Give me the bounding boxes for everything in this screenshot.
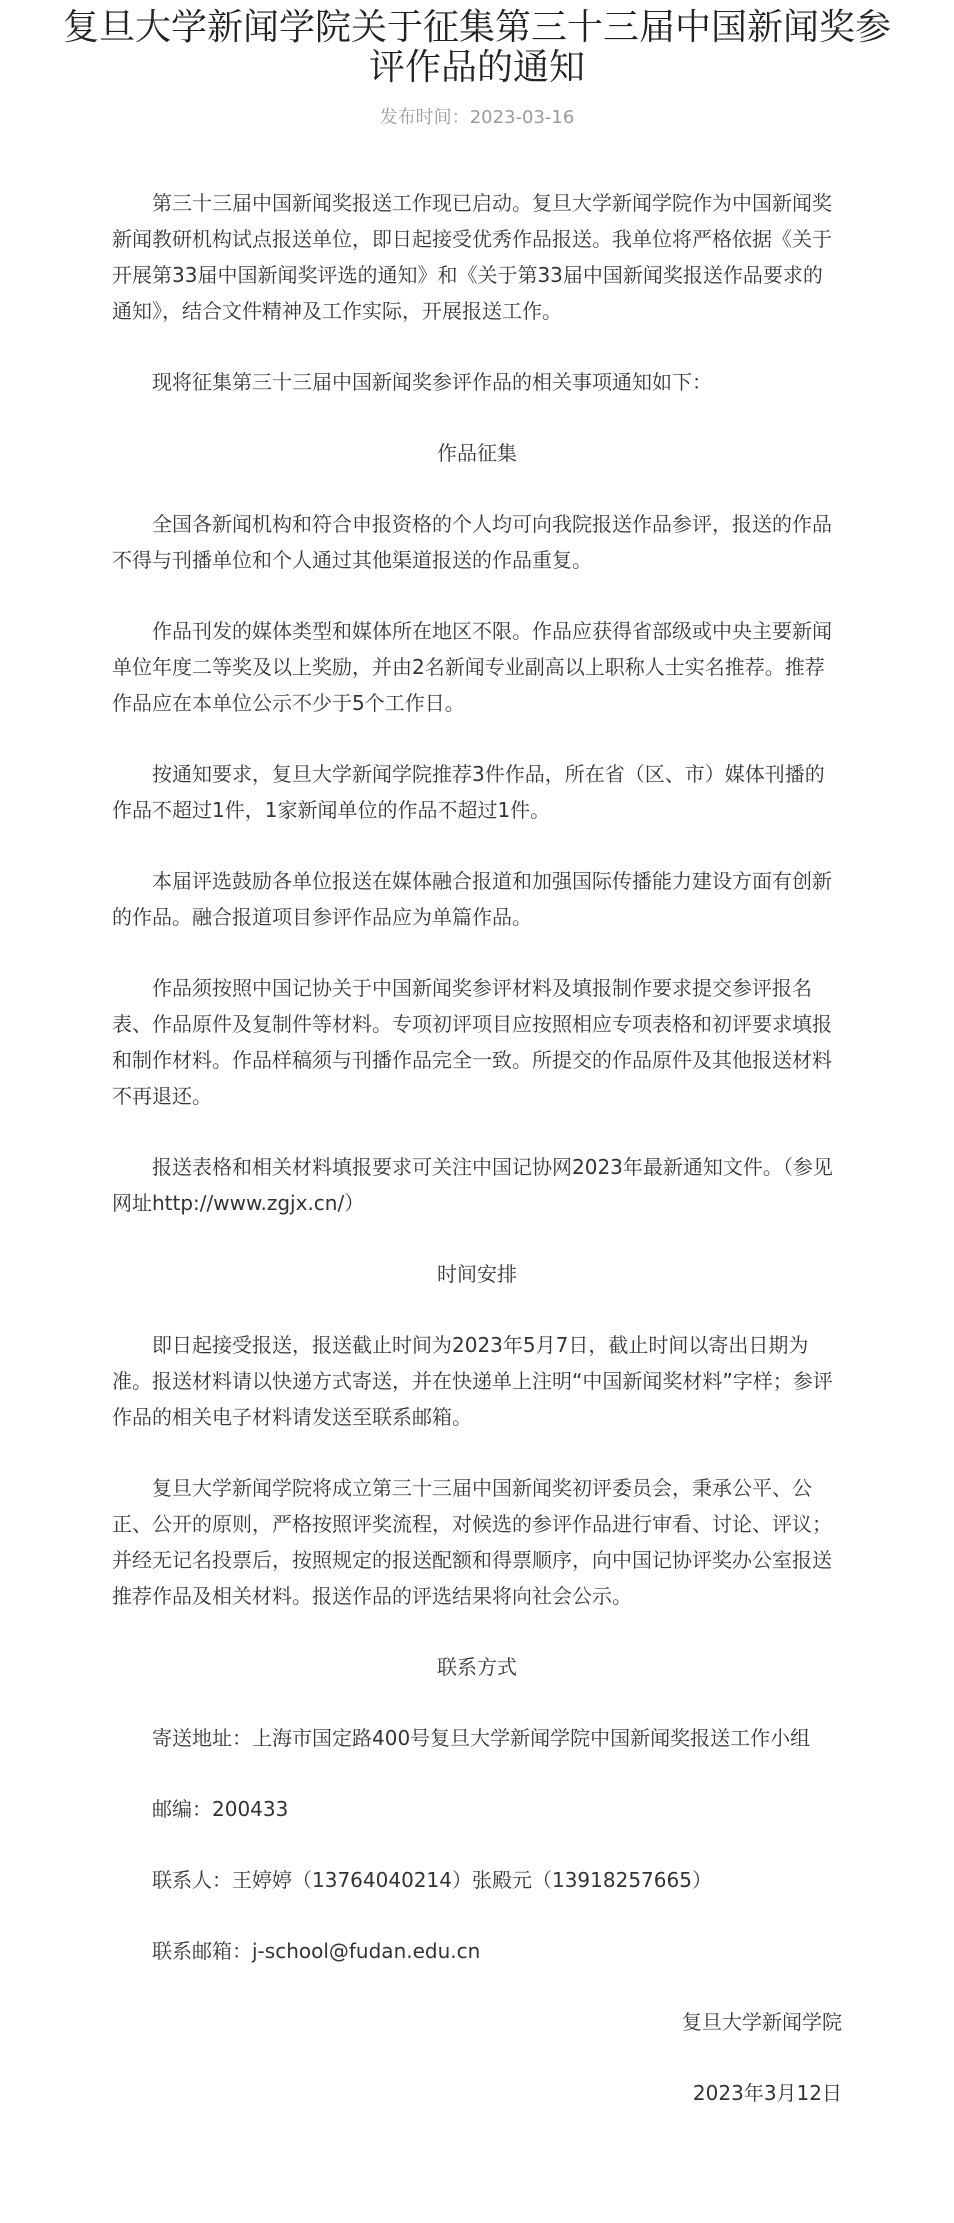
article-body — [112, 185, 842, 2146]
works-paragraph-6-end: ） — [344, 1191, 365, 1215]
publish-date: 2023-03-16 — [469, 107, 575, 128]
intro-paragraph-2: 现将征集第三十三届中国新闻奖参评作品的相关事项通知如下： — [152, 370, 712, 394]
contact-address: 寄送地址：上海市国定路400号复旦大学新闻学院中国新闻奖报送工作小组 — [152, 1726, 811, 1750]
contact-email-line — [112, 1933, 842, 1969]
zgjx-link[interactable]: http://www.zgjx.cn/ — [152, 1191, 345, 1215]
publish-date-line — [0, 106, 954, 130]
section-heading-works: 作品征集 — [437, 441, 517, 465]
works-paragraph-3: 按通知要求，复旦大学新闻学院推荐3件作品，所在省（区、市）媒体刊播的作品不超过1件，1家新闻单位的作品不超过1件。 — [112, 762, 825, 822]
schedule-paragraph-2: 复旦大学新闻学院将成立第三十三届中国新闻奖初评委员会，秉承公平、公正、公开的原则，严格按照评奖流程，对候选的参评作品进行审看、讨论、评议；并经无记名投票后，按照规定的报送配额和得票顺序，向中国记协评奖办公室报送推荐作品及相关材料。报送作品的评选结果将向社会公示。 — [112, 1476, 832, 1608]
signature-org: 复旦大学新闻学院 — [682, 2010, 842, 2034]
signature-date: 2023年3月12日 — [692, 2081, 842, 2105]
section-heading-contact: 联系方式 — [437, 1655, 517, 1679]
article-title: 复旦大学新闻学院关于征集第三十三届中国新闻奖参评作品的通知 — [62, 7, 891, 88]
works-paragraph-1: 全国各新闻机构和符合申报资格的个人均可向我院报送作品参评，报送的作品不得与刊播单位和个人通过其他渠道报送的作品重复。 — [112, 512, 832, 572]
publish-date-label: 发布时间： — [379, 107, 470, 128]
works-paragraph-6-text: 报送表格和相关材料填报要求可关注中国记协网2023年最新通知文件。（参见网址 — [112, 1155, 833, 1215]
intro-paragraph-1: 第三十三届中国新闻奖报送工作现已启动。复旦大学新闻学院作为中国新闻奖新闻教研机构试点报送单位，即日起接受优秀作品报送。我单位将严格依据《关于开展第33届中国新闻奖评选的通知》和《关于第33届中国新闻奖报送作品要求的通知》，结合文件精神及工作实际，开展报送工作。 — [112, 191, 832, 323]
works-paragraph-2: 作品刊发的媒体类型和媒体所在地区不限。作品应获得省部级或中央主要新闻单位年度二等奖及以上奖励，并由2名新闻专业副高以上职称人士实名推荐。推荐作品应在本单位公示不少于5个工作日。 — [112, 619, 832, 715]
schedule-paragraph-1: 即日起接受报送，报送截止时间为2023年5月7日，截止时间以寄出日期为准。报送材料请以快递方式寄送，并在快递单上注明“中国新闻奖材料”字样；参评作品的相关电子材料请发送至联系邮箱。 — [112, 1333, 833, 1429]
contact-email-link[interactable]: j-school@fudan.edu.cn — [252, 1939, 481, 1963]
works-paragraph-4: 本届评选鼓励各单位报送在媒体融合报道和加强国际传播能力建设方面有创新的作品。融合报道项目参评作品应为单篇作品。 — [112, 869, 832, 929]
works-paragraph-5: 作品须按照中国记协关于中国新闻奖参评材料及填报制作要求提交参评报名表、作品原件及复制件等材料。专项初评项目应按照相应专项表格和初评要求填报和制作材料。作品样稿须与刊播作品完全一致。所提交的作品原件及其他报送材料不再退还。 — [112, 976, 832, 1108]
section-heading-schedule: 时间安排 — [437, 1262, 517, 1286]
works-paragraph-6 — [112, 1149, 842, 1221]
contact-email-label: 联系邮箱： — [152, 1939, 252, 1963]
contact-person: 联系人：王婷婷（13764040214）张殿元（13918257665） — [152, 1868, 712, 1892]
contact-postcode: 邮编：200433 — [152, 1797, 289, 1821]
